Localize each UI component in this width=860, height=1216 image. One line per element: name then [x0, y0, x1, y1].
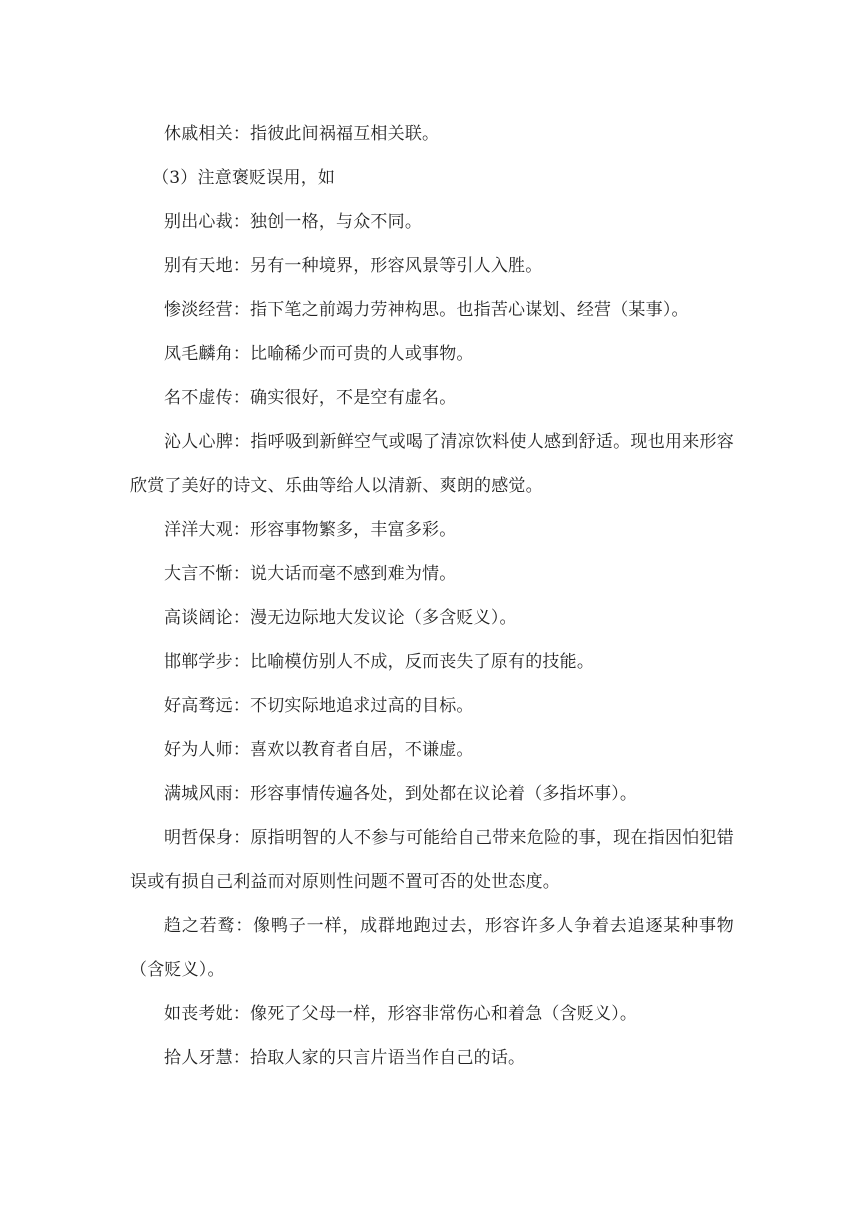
idiom-entry [130, 420, 734, 508]
idiom-separator: ： [232, 1048, 251, 1068]
idiom-term: 好为人师 [164, 740, 233, 760]
idiom-definition: 像鸭子一样，成群地跑过去，形容许多人争着去追逐某种事物（含贬义）。 [130, 916, 734, 980]
idiom-definition: 另有一种境界，形容风景等引人入胜。 [250, 256, 543, 276]
idiom-separator: ： [232, 696, 251, 716]
idiom-term: 拾人牙慧 [164, 1048, 233, 1068]
idiom-separator: ： [235, 916, 254, 936]
idiom-separator: ： [232, 124, 251, 144]
idiom-definition: 指下笔之前竭力劳神构思。也指苦心谋划、经营（某事）。 [250, 300, 689, 320]
idiom-term: 高谈阔论 [164, 608, 233, 628]
idiom-separator: ： [232, 784, 251, 804]
idiom-separator: ： [232, 652, 251, 672]
idiom-term: 沁人心脾 [164, 432, 234, 452]
idiom-entry [130, 684, 734, 728]
idiom-separator: ： [232, 212, 251, 232]
idiom-separator: ： [232, 388, 251, 408]
idiom-term: 名不虚传 [164, 388, 233, 408]
idiom-definition: 形容事物繁多，丰富多彩。 [250, 520, 457, 540]
idiom-term: 洋洋大观 [164, 520, 233, 540]
idiom-entry [130, 200, 734, 244]
idiom-entry [130, 728, 734, 772]
idiom-entry [130, 640, 734, 684]
idiom-term: 别出心裁 [164, 212, 233, 232]
idiom-entry [130, 816, 734, 904]
idiom-list [130, 112, 734, 1080]
idiom-definition: 独创一格，与众不同。 [250, 212, 423, 232]
idiom-separator: ： [232, 344, 251, 364]
idiom-entry [130, 596, 734, 640]
idiom-entry [130, 332, 734, 376]
idiom-entry [130, 772, 734, 816]
idiom-definition: 拾取人家的只言片语当作自己的话。 [250, 1048, 526, 1068]
idiom-definition: 说大话而毫不感到难为情。 [250, 564, 457, 584]
idiom-term: 好高骛远 [164, 696, 233, 716]
idiom-separator: ： [232, 520, 251, 540]
idiom-term: 趋之若鹜 [164, 916, 236, 936]
idiom-term: 休戚相关 [164, 124, 233, 144]
idiom-separator: ： [232, 608, 251, 628]
idiom-definition: 不切实际地追求过高的目标。 [250, 696, 474, 716]
idiom-entry [130, 288, 734, 332]
idiom-definition: 比喻稀少而可贵的人或事物。 [250, 344, 474, 364]
idiom-separator: ： [233, 432, 251, 452]
idiom-definition: 漫无边际地大发议论（多含贬义）。 [250, 608, 517, 628]
idiom-definition: 喜欢以教育者自居，不谦虚。 [250, 740, 474, 760]
idiom-definition: 比喻模仿别人不成，反而丧失了原有的技能。 [250, 652, 595, 672]
idiom-term: 凤毛麟角 [164, 344, 233, 364]
idiom-term: 如丧考妣 [164, 1004, 233, 1024]
idiom-separator: ： [232, 740, 251, 760]
idiom-entry [130, 376, 734, 420]
idiom-term: 惨淡经营 [164, 300, 233, 320]
section-heading [130, 156, 734, 200]
idiom-entry [130, 1036, 734, 1080]
idiom-definition: 指呼吸到新鲜空气或喝了清凉饮料使人感到舒适。现也用来形容欣赏了美好的诗文、乐曲等给人以清新、爽朗的感觉。 [130, 432, 734, 496]
idiom-definition: 指彼此间祸福互相关联。 [250, 124, 440, 144]
section-heading-text: （3）注意褒贬误用，如 [152, 168, 336, 188]
idiom-definition: 形容事情传遍各处，到处都在议论着（多指坏事）。 [250, 784, 638, 804]
idiom-term: 满城风雨 [164, 784, 233, 804]
idiom-term: 大言不惭 [164, 564, 233, 584]
idiom-separator: ： [233, 828, 251, 848]
idiom-entry [130, 244, 734, 288]
idiom-term: 邯郸学步 [164, 652, 233, 672]
idiom-term: 明哲保身 [164, 828, 234, 848]
idiom-entry [130, 552, 734, 596]
idiom-entry [130, 508, 734, 552]
idiom-entry [130, 112, 734, 156]
idiom-separator: ： [232, 1004, 251, 1024]
idiom-definition: 原指明智的人不参与可能给自己带来危险的事，现在指因怕犯错误或有损自己利益而对原则性问题不置可否的处世态度。 [130, 828, 734, 892]
idiom-definition: 确实很好，不是空有虚名。 [250, 388, 457, 408]
idiom-definition: 像死了父母一样，形容非常伤心和着急（含贬义）。 [250, 1004, 638, 1024]
idiom-separator: ： [232, 256, 251, 276]
idiom-term: 别有天地 [164, 256, 233, 276]
idiom-entry [130, 904, 734, 992]
idiom-entry [130, 992, 734, 1036]
idiom-separator: ： [232, 564, 251, 584]
idiom-separator: ： [232, 300, 251, 320]
